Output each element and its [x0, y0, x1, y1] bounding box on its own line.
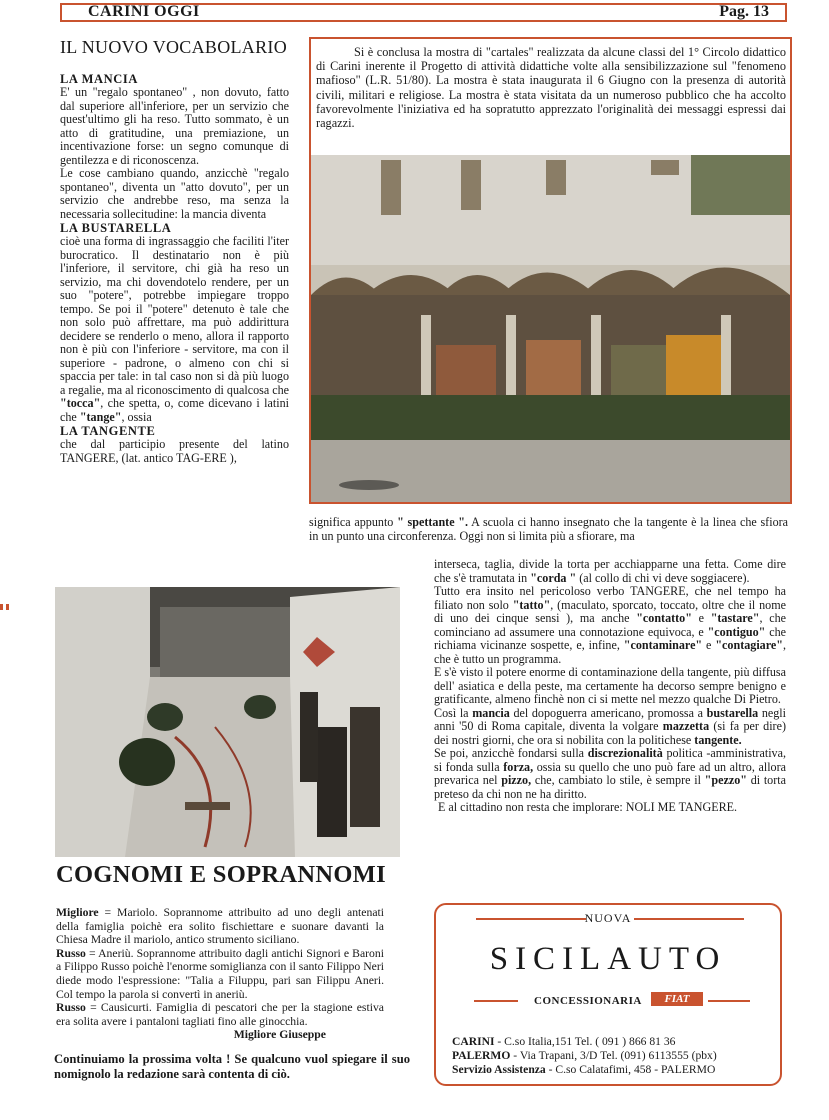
author-signature: Migliore Giuseppe [233, 1028, 326, 1042]
edge-mark [6, 604, 9, 610]
cognomi-text [56, 906, 384, 1042]
bustarella-heading: LA BUSTARELLA [60, 221, 172, 235]
magazine-title: CARINI OGGI [88, 3, 200, 20]
tangente-r5: Se poi, anzicchè fondarsi sulla discrezionalità politica -amministrativa, si fonda sulla forza, ossia su quello che uno può fare ad un altro, allora prevarica nel pizzo, che, cambiato lo stile, è sempre il "pezzo" di torta preteso da chi non ne ha diritto. [434, 746, 786, 801]
tangente-right-column [434, 558, 786, 815]
mancia-heading: LA MANCIA [60, 72, 138, 86]
ad-address-assistenza: Servizio Assistenza - C.so Calatafimi, 458 - PALERMO [452, 1063, 716, 1076]
edge-mark [0, 604, 3, 610]
tangente-r3: E s'è visto il potere enorme di contaminazione della tangente, più diffusa dell' asiatica e della peste, ma certamente ha decorso sempre benigno e gratificante, almeno finchè non ci si mette nel mezzo qualche Di Pietro. [434, 665, 786, 706]
exhibition-intro: Si è conclusa la mostra di "cartales" realizzata da alcune classi del 1° Circolo didattico di Carini inerente il Progetto di attività didattiche volte alla sensibilizzazione sul "fenomeno mafioso" (L.R. 51/80). La mostra è stata inaugurata il 6 Giugno con la presenza di autorità civili, militari e religiose. La mostra è stata visitata da un numeroso pubblico che ha accolto favorevolmente l'iniziativa ed ha sopratutto apprezzato l'originalità dei messaggi espressi dai ragazzi. [316, 45, 786, 131]
cognome-russo-1: Russo = Aneriù. Soprannome attribuito dagli antichi Signori e Baroni a Filippo Russo poichè l'enorme somiglianza con il santo Filippo Neri diede modo l'espressione: "Talia a Filuppu, pari san Filippu Aneri. Col tempo la parola si convertì in aneriù. [56, 946, 384, 1001]
tangente-r4: Così la mancia del dopoguerra americano, promossa a bustarella negli anni '50 di Roma capitale, diventa la volgare mazzetta (si fa per dire) dei nostri giorni, che ora si nobilita con la politichese tangente. [434, 705, 786, 747]
tangente-continued-wide: significa appunto " spettante ". A scuola ci hanno insegnato che la tangente è la linea che sfiora in un punto una circonferenza. Oggi non si limita più a sfiorare, ma [309, 515, 789, 543]
sicilauto-advertisement [434, 903, 782, 1086]
bustarella-paragraph: cioè una forma di ingrassaggio che faciliti l'iter burocratico. Il destinatario non è più l'inferiore, il servitore, chi già ha reso un servizio, ma chi dovendotelo rendere, per un suo "potere", potrebbe impiegare troppo tempo. Se poi il "potere" detenuto è tale che non solo può affrettare, ma può addirittura decidere se renderlo o meno, allora il rapporto non è più con l'inferiore - servitore, ma con il superiore - padrone, o almeno con chi si spaccia per tale: in tal caso non si dà più luogo a regalie, ma al riconoscimento di qualcosa che "tocca", che spetta, o, come dicevano i latini che "tange", ossia [60, 234, 290, 424]
ad-rule [474, 1000, 518, 1002]
street-photo-image [55, 587, 400, 857]
tangente-paragraph: che dal participio presente del latino TANGERE, (lat. antico TAG-ERE ), [60, 437, 289, 465]
courtyard-photo-image [311, 155, 790, 502]
vocab-title: IL NUOVO VOCABOLARIO [60, 37, 287, 57]
cognome-migliore: Migliore = Mariolo. Soprannome attribuito ad uno degli antenati della famiglia poichè era solito fischiettare e suonare davanti la Chiesa Madre il mariolo, antico strumento siciliano. [56, 906, 384, 947]
ad-brand: SICILAUTO [489, 941, 727, 977]
cognomi-title: COGNOMI E SOPRANNOMI [56, 861, 386, 888]
page-header [60, 3, 787, 22]
ad-address-palermo: PALERMO - Via Trapani, 3/D Tel. (091) 6113555 (pbx) [452, 1049, 717, 1062]
vocab-left-column [60, 72, 289, 465]
courtyard-photo [311, 155, 790, 502]
tangente-heading: LA TANGENTE [60, 424, 156, 438]
page-number: Pag. 13 [719, 3, 769, 20]
mancia-paragraph-1: E' un "regalo spontaneo" , non dovuto, fatto dal superiore all'inferiore, per un servizio che quest'ultimo gli ha reso. Tutto sommato, è un atto di gratitudine, una premiazione, un incentivazione forse: un segno comunque di gentilezza e di riconoscenza. [60, 85, 289, 167]
ad-rule [708, 1000, 750, 1002]
ad-nuova: NUOVA [584, 911, 632, 925]
tangente-r6: E al cittadino non resta che implorare: NOLI ME TANGERE. [438, 800, 738, 814]
ad-addresses [452, 1035, 717, 1077]
tangente-r1: interseca, taglia, divide la torta per acchiapparne una fetta. Come dire che s'è tramutata in "corda " (al collo di chi vi deve soggiacere). [434, 557, 786, 585]
ad-address-carini: CARINI - C.so Italia,151 Tel. ( 091 ) 866 81 36 [452, 1035, 676, 1048]
cognome-russo-2: Russo = Causicurti. Famiglia di pescatori che per la stagione estiva era solita avere i pantaloni tagliati fino alle ginocchia. [56, 1001, 384, 1028]
fiat-logo: FIAT [651, 992, 703, 1006]
ad-concessionaria: CONCESSIONARIA [534, 995, 642, 1007]
mancia-paragraph-2: Le cose cambiano quando, anzicchè "regalo spontaneo", diventa un "atto dovuto", per un servizio che andrebbe reso, ma senza la necessaria sollecitudine: la mancia diventa [60, 166, 289, 221]
tangente-r2: Tutto era insito nel pericoloso verbo TANGERE, che nel tempo ha filiato non solo "tatto", (maculato, sporcato, toccato, oltre che il nome di uno dei cinque sensi ), ma anche "contatto" e "tastare", che cominciano ad assumere una connotazione equivoca, e "contiguo" che richiama vicinanze sospette, e, infine, "contaminare" e "contagiare", che è tutto un programma. [434, 584, 786, 666]
street-photo [55, 587, 400, 857]
reader-appeal: Continuiamo la prossima volta ! Se qualcuno vuol spiegare il suo nomignolo la redazione sarà contenta di ciò. [54, 1052, 410, 1081]
